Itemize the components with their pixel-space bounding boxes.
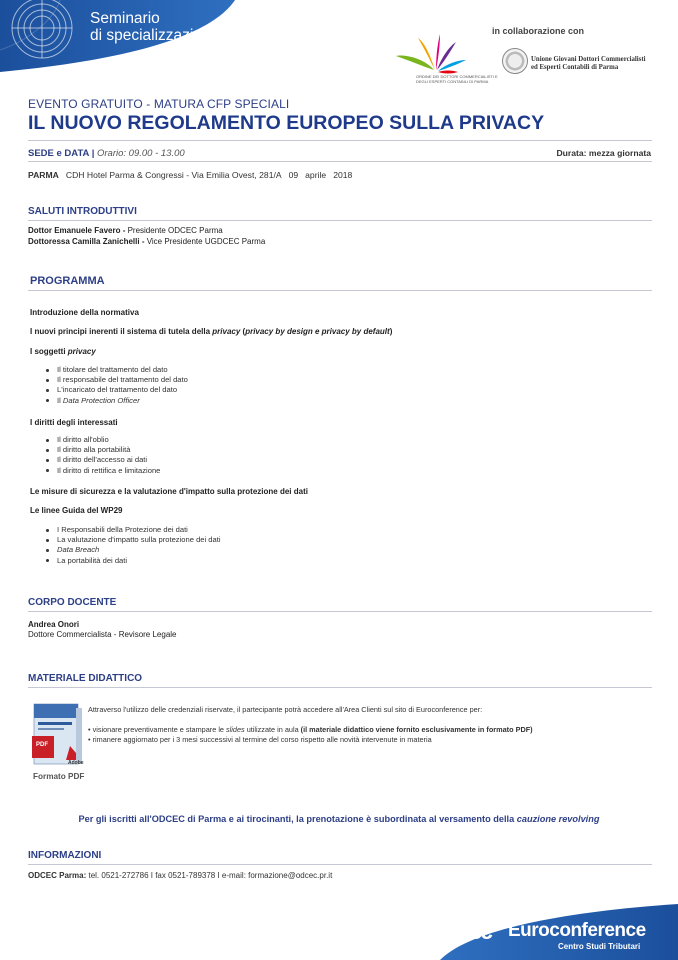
durata-label: Durata: mezza giornata: [556, 148, 651, 158]
soggetti-text-b: privacy: [67, 347, 96, 356]
event-title: IL NUOVO REGOLAMENTO EUROPEO SULLA PRIVACY: [28, 112, 545, 134]
saluti-person-1: [28, 226, 223, 236]
saluti-heading: SALUTI INTRODUTTIVI: [28, 206, 137, 217]
event-subtitle: EVENTO GRATUITO - MATURA CFP SPECIALI: [28, 97, 290, 111]
pdf-material-image: [30, 702, 88, 770]
sede-label-text: SEDE e DATA |: [28, 148, 97, 159]
header-banner: [0, 0, 678, 90]
event-month: aprile: [305, 170, 327, 180]
list-item: Data Breach: [44, 545, 221, 555]
list-item: Il diritto di rettifica e limitazione: [44, 466, 160, 476]
materiale-bullet-2: • rimanere aggiornato per i 3 mesi successivi al termine del corso rispetto alle novità intervenute in materia: [88, 735, 432, 744]
principi-text-e: ): [389, 327, 393, 336]
caution-notice: [0, 814, 678, 824]
materiale-b1-b: slides: [226, 725, 245, 734]
event-location: [28, 170, 359, 180]
principi-text-b: privacy: [212, 327, 241, 336]
adobe-label: Adobe: [68, 760, 84, 766]
principi-text-d: privacy by design e privacy by default: [245, 327, 390, 336]
list-item: La portabilità dei dati: [44, 556, 221, 566]
list-item: La valutazione d'impatto sulla protezione dei dati: [44, 535, 221, 545]
contact-org: ODCEC Parma:: [28, 871, 89, 880]
materiale-b1-c: utilizzate in aula: [244, 725, 301, 734]
materiale-b1-d: (il materiale didattico viene fornito esclusivamente in formato PDF): [300, 725, 533, 734]
pdf-caption: Formato PDF: [33, 772, 85, 781]
list-item: Il diritto dell'accesso ai dati: [44, 455, 160, 465]
notice-text-b: cauzione revolving: [516, 814, 600, 824]
programma-heading: PROGRAMMA: [30, 275, 105, 287]
divider: [28, 220, 652, 221]
brand-tagline: Centro Studi Tributari: [558, 942, 641, 951]
saluti-person-2-role: Vice Presidente UGDCEC Parma: [146, 237, 266, 246]
contact-info: [28, 871, 332, 880]
list-item: L'incaricato del trattamento del dato: [44, 385, 188, 395]
event-day: 09: [288, 170, 299, 180]
docente-heading: CORPO DOCENTE: [28, 597, 117, 608]
notice-text-a: Per gli iscritti all'ODCEC di Parma e ai tirocinanti, la prenotazione è subordinata al versamento della: [78, 814, 517, 824]
ugdcec-name-line2: ed Esperti Contabili di Parma: [531, 64, 619, 71]
docente-name: Andrea Onori: [28, 620, 80, 629]
programma-diritti: I diritti degli interessati: [30, 418, 118, 427]
ugdcec-logo: [502, 48, 662, 82]
sede-data-label: [28, 148, 185, 159]
brand-name: Euroconference: [508, 920, 646, 941]
dpo-text: Data Protection Officer: [62, 395, 140, 405]
programma-soggetti: [30, 347, 96, 356]
divider: [28, 161, 652, 162]
linee-list: [44, 525, 221, 566]
list-item: Il diritto alla portabilità: [44, 445, 160, 455]
saluti-person-2-name: Dottoressa Camilla Zanichelli -: [28, 237, 147, 246]
divider: [28, 687, 652, 688]
divider: [28, 290, 652, 291]
programma-intro: Introduzione della normativa: [30, 308, 139, 317]
seminar-title-line1: Seminario: [90, 10, 160, 27]
odcec-logo-icon: [394, 34, 504, 76]
list-item: [44, 396, 188, 406]
odcec-caption: ORDINE DEI DOTTORI COMMERCIALISTI E DEGLI ESPERTI CONTABILI DI PARMA: [416, 74, 498, 84]
docente-role: Dottore Commercialista - Revisore Legale: [28, 630, 177, 639]
event-city: PARMA: [28, 170, 59, 180]
saluti-person-2: [28, 237, 265, 247]
informazioni-heading: INFORMAZIONI: [28, 850, 102, 861]
principi-text-c: (: [240, 327, 246, 336]
programma-principi: [30, 327, 392, 336]
diritti-list: [44, 435, 160, 476]
materiale-heading: MATERIALE DIDATTICO: [28, 673, 143, 684]
collaboration-label: in collaborazione con: [492, 26, 585, 36]
saluti-person-1-name: Dottor Emanuele Favero -: [28, 226, 128, 235]
event-venue: CDH Hotel Parma & Congressi - Via Emilia Ovest, 281/A: [65, 170, 282, 180]
ugdcec-seal-icon: [502, 48, 528, 74]
programma-misure: Le misure di sicurezza e la valutazione d'impatto sulla protezione dei dati: [30, 487, 308, 496]
divider: [28, 864, 652, 865]
ec-monogram: ec: [470, 918, 492, 944]
odcec-logo: [394, 34, 504, 84]
ugdcec-name-line1: Unione Giovani Dottori Commercialisti: [531, 56, 646, 63]
divider: [28, 140, 652, 141]
soggetti-text-a: I soggetti: [30, 347, 68, 356]
materiale-b1-a: • visionare preventivamente e stampare le: [88, 725, 227, 734]
orario-text: Orario: 09.00 - 13.00: [97, 148, 185, 159]
programma-linee: Le linee Guida del WP29: [30, 506, 123, 515]
event-year: 2018: [333, 170, 353, 180]
list-item: Il titolare del trattamento del dato: [44, 365, 188, 375]
divider: [28, 611, 652, 612]
seminar-title: [90, 10, 219, 44]
saluti-person-1-role: Presidente ODCEC Parma: [127, 226, 223, 235]
materiale-bullet-1: [88, 725, 658, 735]
materiale-intro: Attraverso l'utilizzo delle credenziali riservate, il partecipante potrà accedere all'Area Clienti sul sito di Euroconference per:: [88, 705, 483, 714]
seminar-title-line2: di specializzazione: [90, 27, 220, 44]
pdf-label: PDF: [36, 742, 48, 748]
list-item: Il diritto all'oblio: [44, 435, 160, 445]
soggetti-list: [44, 365, 188, 406]
ugdcec-name: [531, 56, 645, 72]
list-item: Il responsabile del trattamento del dato: [44, 375, 188, 385]
list-item: I Responsabili della Protezione dei dati: [44, 525, 221, 535]
contact-details: tel. 0521-272786 I fax 0521-789378 I e-mail: formazione@odcec.pr.it: [88, 871, 333, 880]
dpo-prefix: Il: [57, 395, 63, 405]
principi-text-a: I nuovi principi inerenti il sistema di tutela della: [30, 327, 213, 336]
